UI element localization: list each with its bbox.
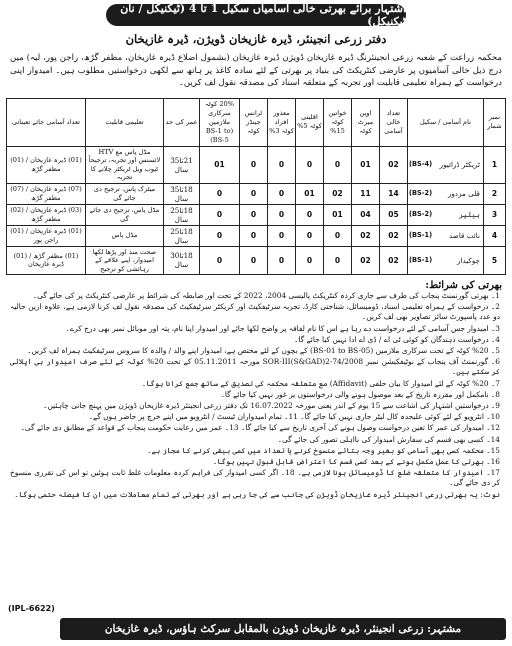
vacancy-table [6, 98, 506, 276]
post-scale: (BS-4) [409, 160, 433, 168]
cell-qualification: مڈل پاس [86, 225, 164, 246]
table-row [7, 225, 506, 246]
col-disabled: معذور افراد کوٹہ 3% [268, 98, 296, 146]
banner-title: اشتہار برائے بھرتی خالی آسامیاں سکیل 1 تا 4 (ٹیکنیکل / نان ٹیکنیکل) [106, 4, 406, 26]
cell-qualification: مڈل پاس، ترجیح دی جائے گی [86, 204, 164, 225]
cell-age: 18تا30 سال [164, 246, 200, 275]
term-item: 9۔ درخواستیں اشتہار کی اشاعت سے 15 یوم کے اندر یعنی مورخہ 16.07.2022 تک دفتر زرعی انجینئر ڈیرہ غازیخان ڈویژن میں پہنچ جانی چاہئیں۔ [43, 401, 500, 411]
term-item: 10۔ انٹرویو کے لئے کوئی علیحدہ کال لیٹر جاری نہیں کیا جائے گا۔ 11۔ تمام امیدواران ٹیسٹ / انٹرویو میں اپنے خرچ پر حاضر ہوں گے۔ [88, 412, 500, 422]
cell-total: 02 [380, 146, 408, 183]
cell-post [408, 204, 484, 225]
col-serial: نمبر شمار [484, 98, 506, 146]
cell-post [408, 146, 484, 183]
cell-domicile: (01) ڈیرہ غازیخان / (01) راجن پور [7, 225, 86, 246]
intro-paragraph: محکمہ زراعت کے شعبہ زرعی انجینئرنگ ڈیرہ غازیخان ڈویژن ڈیرہ غازیخان (بشمول اضلاع ڈیرہ غازیخان، مظفر گڑھ، راجن پور، لیہ) میں درج ذیل خالی آسامیوں پر عارضی کنٹریکٹ کی بنیاد پر بھرتی کے لئے سادہ کاغذ پر ہاتھ سے لکھی درخواستیں مطلوب ہیں۔ امیدوار اپنی درخواست کے ہمراہ تعلیمی قابلیت اور تجربہ کے متعلقہ اسناد کی مصدقہ نقول لف کریں۔ [10, 53, 502, 88]
post-name: چوکیدار [457, 255, 480, 265]
table-row [7, 246, 506, 275]
cell-qualification: صحت مند اور پڑھا لکھا امیدوار، اپنے علاقے کے رہائشی کو ترجیح [86, 246, 164, 275]
cell-disabled: 0 [268, 183, 296, 204]
cell-age: 18تا35 سال [164, 183, 200, 204]
term-item: 3۔ امیدوار جس آسامی کے لئے درخواست دے رہا ہے اس کا نام لفافہ پر واضح لکھا جائے اور امیدوار اپنا نام، پتہ اور موبائل نمبر بھی درج کرے۔ [65, 323, 500, 333]
cell-open: 04 [352, 204, 380, 225]
cell-trans: 0 [240, 183, 268, 204]
cell-total: 02 [380, 225, 408, 246]
cell-total: 05 [380, 204, 408, 225]
term-item: 5۔ 20% کوٹہ کے تحت سرکاری ملازمین (BS-01 to BS-05) کے بچوں کے لئے مختص ہے، امیدوار اپنے والد / والدہ کا سروس سرٹیفکیٹ ہمراہ لف کریں۔ [27, 346, 500, 356]
advertiser-footer: مشتہر: زرعی انجینئر، ڈیرہ غازیخان ڈویژن بالمقابل سرکٹ ہاؤس، ڈیرہ غازیخان [60, 618, 506, 640]
term-item: 12۔ امیدوار کی عمر کا تعین درخواست وصول ہونے کی آخری تاریخ سے کیا جائے گا۔ 13۔ عمر میں رعایت حکومت پنجاب کے قواعد کے مطابق دی جائے گی۔ [20, 423, 500, 433]
cell-female: 0 [324, 225, 352, 246]
cell-age: 18تا25 سال [164, 204, 200, 225]
cell-govt: 0 [200, 183, 240, 204]
cell-minority: 01 [296, 183, 324, 204]
table-row [7, 183, 506, 204]
cell-govt: 01 [200, 146, 240, 183]
cell-no: 5 [484, 246, 506, 275]
cell-disabled: 0 [268, 146, 296, 183]
terms-list [6, 291, 506, 500]
cell-minority: 0 [296, 204, 324, 225]
table-row [7, 146, 506, 183]
col-open: اوپن میرٹ کوٹہ [352, 98, 380, 146]
cell-govt: 0 [200, 204, 240, 225]
post-name: نائب قاصد [448, 231, 480, 240]
cell-no: 2 [484, 183, 506, 204]
cell-no: 1 [484, 146, 506, 183]
cell-open: 11 [352, 183, 380, 204]
cell-open: 02 [352, 246, 380, 275]
col-govt: 20% کوٹہ سرکاری ملازمین (BS-1 to BS-5) [200, 98, 240, 146]
cell-female: 0 [324, 146, 352, 183]
cell-domicile: (01) ڈیرہ غازیخان / (01) مظفر گڑھ [7, 146, 86, 183]
col-qualification: تعلیمی قابلیت [86, 98, 164, 146]
cell-qualification: مڈل پاس مع HTV لائسنس اور تجربہ، ترجیحاً ٹیوب ویل ٹریکٹر چلانے کا تجربہ [86, 146, 164, 183]
post-scale: (BS-2) [409, 210, 433, 218]
cell-post [408, 225, 484, 246]
term-item: 2۔ درخواست کے ہمراہ تعلیمی اسناد، ڈومیسائل، شناختی کارڈ، تجربہ سرٹیفکیٹ اور کریکٹر سرٹیفکیٹ کی مصدقہ نقول لف کرنا لازمی ہے، علاوہ ازیں حالیہ دو عدد پاسپورٹ سائز تصاویر بھی لف کریں۔ [10, 302, 500, 322]
cell-age: 21تا35 سال [164, 146, 200, 183]
cell-disabled: 0 [268, 204, 296, 225]
table-header-row [7, 98, 506, 146]
cell-post [408, 246, 484, 275]
cell-female: 0 [324, 246, 352, 275]
cell-domicile: (07) ڈیرہ غازیخان / (07) مظفر گڑھ [7, 183, 86, 204]
col-trans: ٹرانس جینڈر کوٹہ [240, 98, 268, 146]
cell-female: 01 [324, 204, 352, 225]
col-total: تعداد خالی آسامی [380, 98, 408, 146]
cell-age: 18تا25 سال [164, 225, 200, 246]
cell-domicile: (01) مظفر گڑھ / (01) ڈیرہ غازیخان [7, 246, 86, 275]
cell-minority: 0 [296, 246, 324, 275]
cell-trans: 0 [240, 146, 268, 183]
col-post: نام آسامی / سکیل [408, 98, 484, 146]
term-item: 6۔ گورنمنٹ آف پنجاب کے نوٹیفکیشن نمبر SOR-III(S&GAD)2-74/2008 مورخہ 05.11.2011 کے تحت 20% کوٹہ کے لئے صرف امیدوار ہی اپلائی کر سکتے ہیں۔ [10, 357, 500, 377]
term-item: 1۔ بھرتی گورنمنٹ پنجاب کی طرف سے جاری کردہ کنٹریکٹ پالیسی 2004، 2022 کے تحت اور ضابطہ کی شرائط پر عارضی کنٹریکٹ پر کی جائے گی۔ [32, 291, 500, 300]
ipl-number: (IPL-6622) [8, 604, 55, 613]
post-scale: (BS-1) [409, 255, 433, 264]
term-item: 17۔ امیدوار کا متعلقہ ضلع کا ڈومیسائل ہونا لازمی ہے۔ 18۔ اگر کسی امیدوار کی فراہم کردہ معلومات غلط ثابت ہوئیں تو اس کی تقرری منسوخ کر دی جائے گی۔ [10, 468, 500, 488]
term-item: نوٹ: یہ بھرتی زرعی انجینئر ڈیرہ غازیخان ڈویژن کی جانب سے کی جا رہی ہے اور بھرتی کے تمام معاملات میں ان کا فیصلہ حتمی ہوگا۔ [14, 489, 500, 499]
col-domicile: تعداد آسامی جائے تعیناتی [7, 98, 86, 146]
cell-post [408, 183, 484, 204]
term-item: 7۔ 20% کوٹہ کے لئے امیدوار کا بیان حلفی (Affidavit) مع متعلقہ محکمہ کی تصدیق کے ساتھ جمع کرانا ہوگا۔ [141, 378, 500, 388]
term-item: 8۔ نامکمل اور مقررہ تاریخ کے بعد موصول ہونے والی درخواستوں پر غور نہیں کیا جائے گا۔ [220, 389, 500, 399]
cell-open: 01 [352, 146, 380, 183]
col-female: خواتین کوٹہ 15% [324, 98, 352, 146]
cell-total: 02 [380, 246, 408, 275]
cell-minority: 0 [296, 225, 324, 246]
term-item: 15۔ محکمہ کسی بھی آسامی کو بغیر وجہ بتائے منسوخ کرنے یا تعداد میں کمی بیشی کرنے کا مجاز ہے۔ [147, 445, 500, 455]
table-row [7, 204, 506, 225]
post-scale: (BS-1) [409, 231, 433, 239]
terms-title: بھرتی کی شرائط: [425, 280, 502, 291]
post-name: ہیلپر [458, 210, 480, 219]
office-title: دفتر زرعی انجینئر، ڈیرہ غازیخان ڈویژن، ڈیرہ غازیخان [125, 32, 387, 46]
cell-disabled: 0 [268, 246, 296, 275]
cell-no: 3 [484, 204, 506, 225]
col-age: عمر کی حد [164, 98, 200, 146]
cell-minority: 0 [296, 146, 324, 183]
cell-no: 4 [484, 225, 506, 246]
cell-female: 02 [324, 183, 352, 204]
term-item: 16۔ بھرتی کا عمل مکمل ہونے کے بعد کسی قسم کا اعتراض قابل قبول نہیں ہوگا۔ [212, 457, 500, 467]
cell-disabled: 0 [268, 225, 296, 246]
term-item: 4۔ درخواست دہندگان کو کوئی ٹی اے / ڈی اے ادا نہیں کیا جائے گا۔ [294, 334, 500, 344]
col-minority: اقلیتی کوٹہ 5% [296, 98, 324, 146]
post-scale: (BS-2) [409, 189, 433, 197]
cell-trans: 0 [240, 204, 268, 225]
cell-govt: 0 [200, 225, 240, 246]
post-name: قلی مزدور [447, 189, 480, 198]
cell-total: 14 [380, 183, 408, 204]
cell-qualification: میٹرک پاس، ترجیح دی جائے گی [86, 183, 164, 204]
cell-domicile: (03) ڈیرہ غازیخان / (02) مظفر گڑھ [7, 204, 86, 225]
cell-trans: 0 [240, 246, 268, 275]
cell-open: 02 [352, 225, 380, 246]
post-name: ٹریکٹر ڈرائیور [439, 160, 480, 169]
term-item: 14۔ کسی بھی قسم کی سفارش امیدوار کی نااہلی تصور کی جائے گی۔ [277, 434, 500, 444]
cell-trans: 0 [240, 225, 268, 246]
cell-govt: 0 [200, 246, 240, 275]
